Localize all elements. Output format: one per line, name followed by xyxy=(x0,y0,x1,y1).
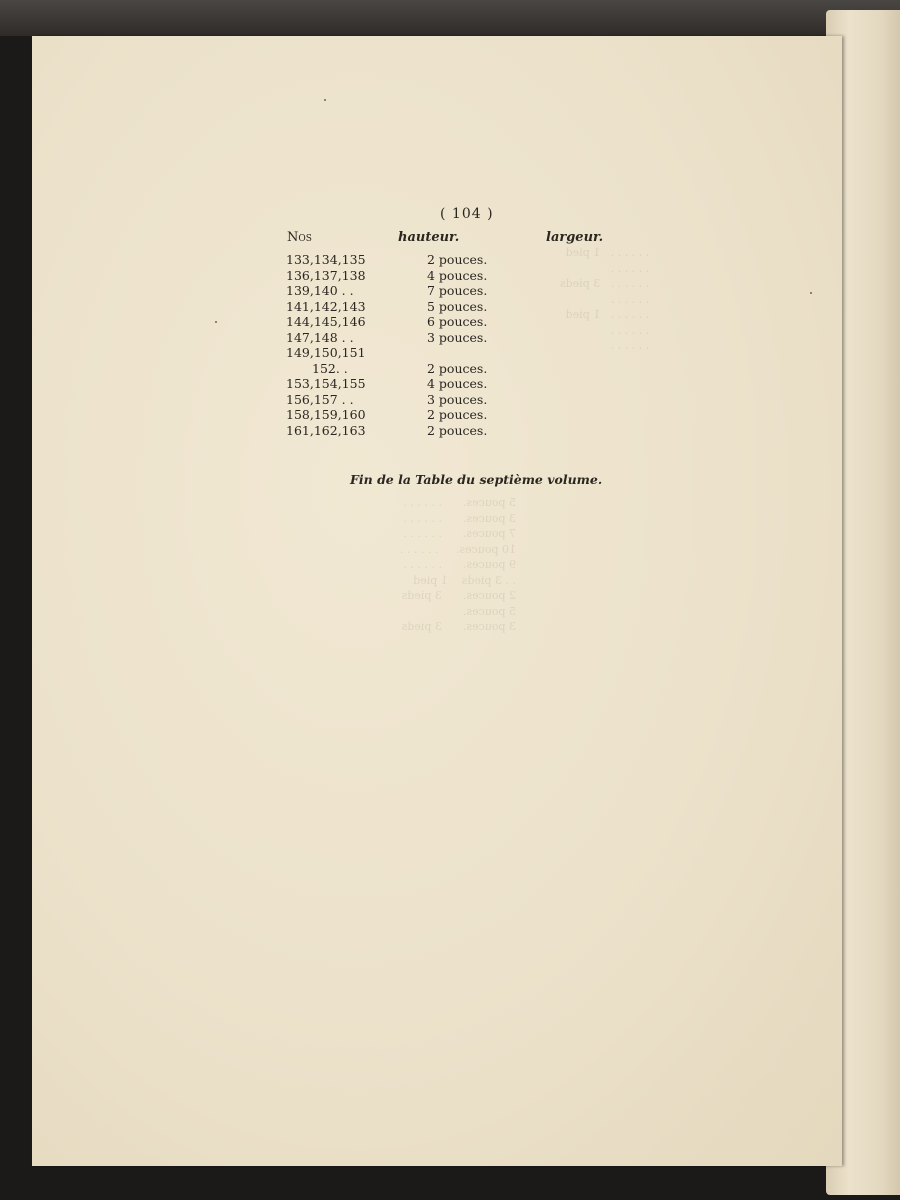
row-hauteur: 3 pouces. xyxy=(427,329,488,345)
paper-speck xyxy=(324,99,326,101)
background-top xyxy=(0,0,900,36)
table-row xyxy=(0,299,900,315)
row-hauteur: 2 pouces. xyxy=(427,422,488,438)
column-header-largeur: largeur. xyxy=(546,230,604,245)
row-hauteur: 4 pouces. xyxy=(427,267,488,283)
row-numbers: 152. . xyxy=(312,360,348,376)
table-row xyxy=(0,407,900,423)
bleed-through-text: 5 pouces. . . . . . . 3 pouces. . . . . . . 7 pouces. . . . . . . 10 pouces. . . . . . . 9 pouces. . . . . . . . . 3 pieds 1 pied 2 pouces. 3 pieds 5 pouces. 3 pouces. 3 pieds xyxy=(400,496,516,633)
row-numbers: 147,148 . . xyxy=(286,329,354,345)
row-numbers: 153,154,155 xyxy=(286,376,366,391)
row-numbers: 158,159,160 xyxy=(286,407,366,422)
row-numbers: 133,134,135 xyxy=(286,252,366,267)
page-number: ( 104 ) xyxy=(440,206,494,222)
row-hauteur: 7 pouces. xyxy=(427,283,488,298)
row-numbers: 156,157 . . xyxy=(286,391,354,407)
end-of-table-note: Fin de la Table du septième volume. xyxy=(350,472,603,487)
column-header-hauteur: hauteur. xyxy=(398,230,460,245)
table-row xyxy=(0,330,900,346)
table-row xyxy=(0,423,900,439)
table-row xyxy=(0,345,900,361)
row-hauteur: 3 pouces. xyxy=(427,391,488,407)
table-row xyxy=(0,361,900,377)
table-row xyxy=(0,376,900,392)
table-rows xyxy=(0,252,900,438)
table-row xyxy=(0,252,900,268)
row-hauteur: 6 pouces. xyxy=(427,314,488,329)
table-row xyxy=(0,268,900,284)
row-numbers: 144,145,146 xyxy=(286,314,366,329)
table-row xyxy=(0,314,900,330)
row-numbers: 141,142,143 xyxy=(286,298,366,314)
row-hauteur: 2 pouces. xyxy=(427,360,488,376)
row-hauteur: 5 pouces. xyxy=(427,298,488,314)
row-numbers: 139,140 . . xyxy=(286,283,354,298)
row-hauteur: 4 pouces. xyxy=(427,376,488,391)
row-numbers: 161,162,163 xyxy=(286,422,366,438)
row-hauteur: 2 pouces. xyxy=(427,407,488,422)
row-hauteur: 2 pouces. xyxy=(427,252,488,267)
table-row xyxy=(0,392,900,408)
table-row xyxy=(0,283,900,299)
row-numbers: 136,137,138 xyxy=(286,267,366,283)
row-numbers: 149,150,151 xyxy=(286,345,366,360)
bleed-through-text: . . . . . . 1 pied . . . . . . . . . . . . 3 pieds . . . . . . . . . . . . 1 pied . . . . . . . . . . . . xyxy=(560,246,650,352)
column-header-nos: Nos xyxy=(287,230,312,245)
